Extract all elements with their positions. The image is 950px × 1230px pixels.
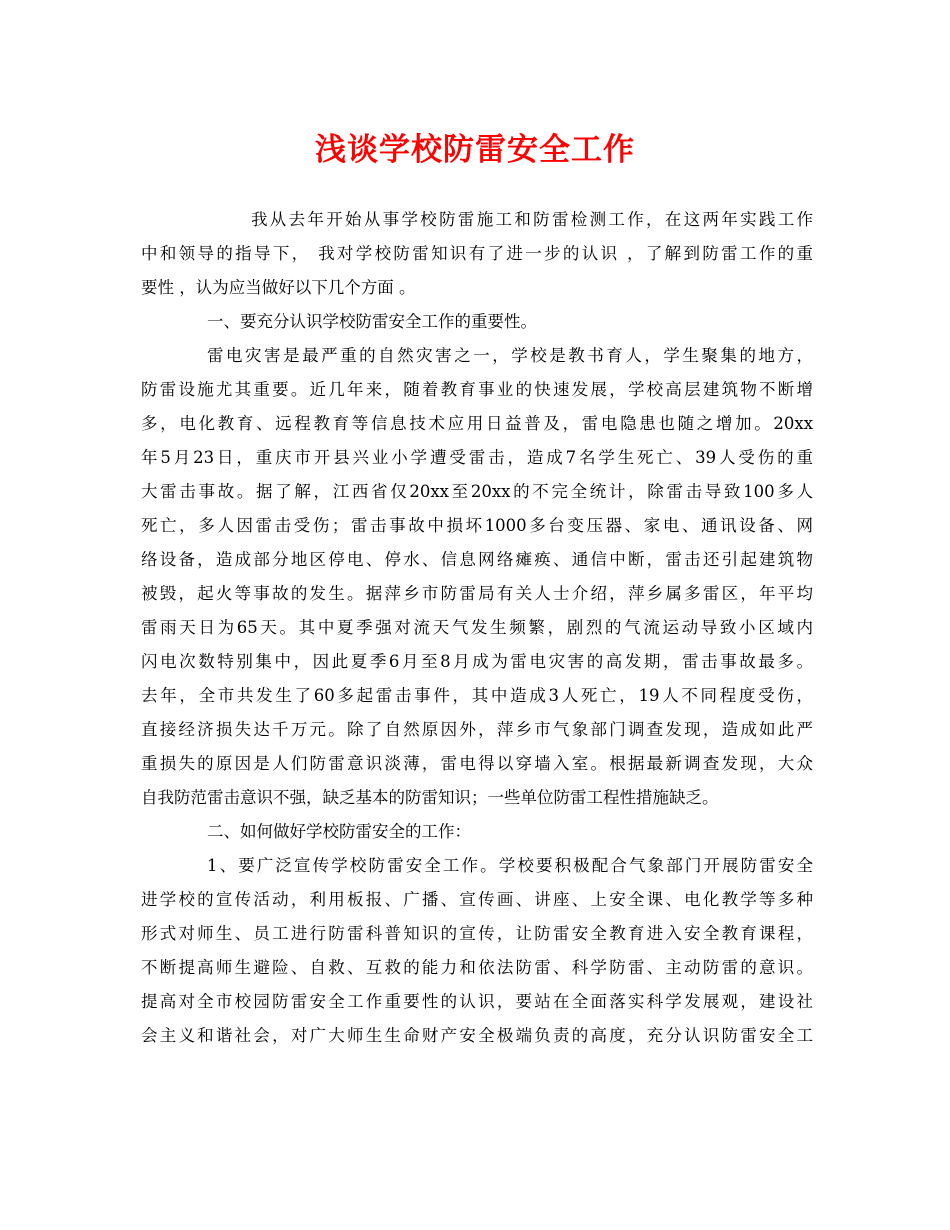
paragraph-line: 闪电次数特别集中，因此夏季6月至8月成为雷电灾害的高发期，雷击事故最多。 xyxy=(141,652,813,671)
paragraph-line: 我从去年开始从事学校防雷施工和防雷检测工作，在这两年实践工作 xyxy=(251,210,813,229)
paragraph-line: 死亡，多人因雷击受伤；雷击事故中损坏1000多台变压器、家电、通讯设备、网 xyxy=(141,516,813,535)
paragraph-line: 1、要广泛宣传学校防雷安全工作。学校要积极配合气象部门开展防雷安全 xyxy=(207,856,813,875)
paragraph-line: 不断提高师生避险、自救、互救的能力和依法防雷、科学防雷、主动防雷的意识。 xyxy=(141,958,813,977)
paragraph-line: 络设备，造成部分地区停电、停水、信息网络瘫痪、通信中断，雷击还引起建筑物 xyxy=(141,550,813,569)
paragraph-line: 年5月23日，重庆市开县兴业小学遭受雷击，造成7名学生死亡、39人受伤的重 xyxy=(141,448,813,467)
paragraph-line: 被毁，起火等事故的发生。据萍乡市防雷局有关人士介绍，萍乡属多雷区，年平均 xyxy=(141,584,813,603)
paragraph-line: 形式对师生、员工进行防雷科普知识的宣传，让防雷安全教育进入安全教育课程， xyxy=(141,924,813,943)
paragraph-line: 会主义和谐社会，对广大师生生命财产安全极端负责的高度，充分认识防雷安全工 xyxy=(141,1026,813,1045)
document-title: 浅谈学校防雷安全工作 xyxy=(315,132,635,168)
document-body xyxy=(141,203,813,1053)
paragraph-line: 多，电化教育、远程教育等信息技术应用日益普及，雷电隐患也随之增加。20xx xyxy=(141,414,813,433)
paragraph-line: 自我防范雷击意识不强，缺乏基本的防雷知识；一些单位防雷工程性措施缺乏。 xyxy=(141,788,719,807)
paragraph-line: 重损失的原因是人们防雷意识淡薄，雷电得以穿墙入室。根据最新调查发现，大众 xyxy=(141,754,813,773)
paragraph-line: 提高对全市校园防雷安全工作重要性的认识，要站在全面落实科学发展观，建设社 xyxy=(141,992,813,1011)
paragraph-line: 进学校的宣传活动，利用板报、广播、宣传画、讲座、上安全课、电化教学等多种 xyxy=(141,890,813,909)
paragraph-line: 雷雨天日为65天。其中夏季强对流天气发生频繁，剧烈的气流运动导致小区域内 xyxy=(141,618,813,637)
paragraph-line: 防雷设施尤其重要。近几年来，随着教育事业的快速发展，学校高层建筑物不断增 xyxy=(141,380,813,399)
paragraph-line: 直接经济损失达千万元。除了自然原因外，萍乡市气象部门调查发现，造成如此严 xyxy=(141,720,813,739)
paragraph-line: 要性 ，认为应当做好以下几个方面 。 xyxy=(141,278,416,297)
paragraph-line: 大雷击事故。据了解，江西省仅20xx至20xx的不完全统计，除雷击导致100多人 xyxy=(141,482,813,501)
paragraph-line: 雷电灾害是最严重的自然灾害之一，学校是教书育人，学生聚集的地方， xyxy=(207,346,813,365)
paragraph-line: 去年，全市共发生了60多起雷击事件，其中造成3人死亡，19人不同程度受伤， xyxy=(141,686,813,705)
section-heading: 一、要充分认识学校防雷安全工作的重要性。 xyxy=(207,312,537,331)
paragraph-line: 中和领导的指导下， 我对学校防雷知识有了进一步的认识 ，了解到防雷工作的重 xyxy=(141,244,813,263)
section-heading: 二、如何做好学校防雷安全的工作： xyxy=(207,822,471,841)
